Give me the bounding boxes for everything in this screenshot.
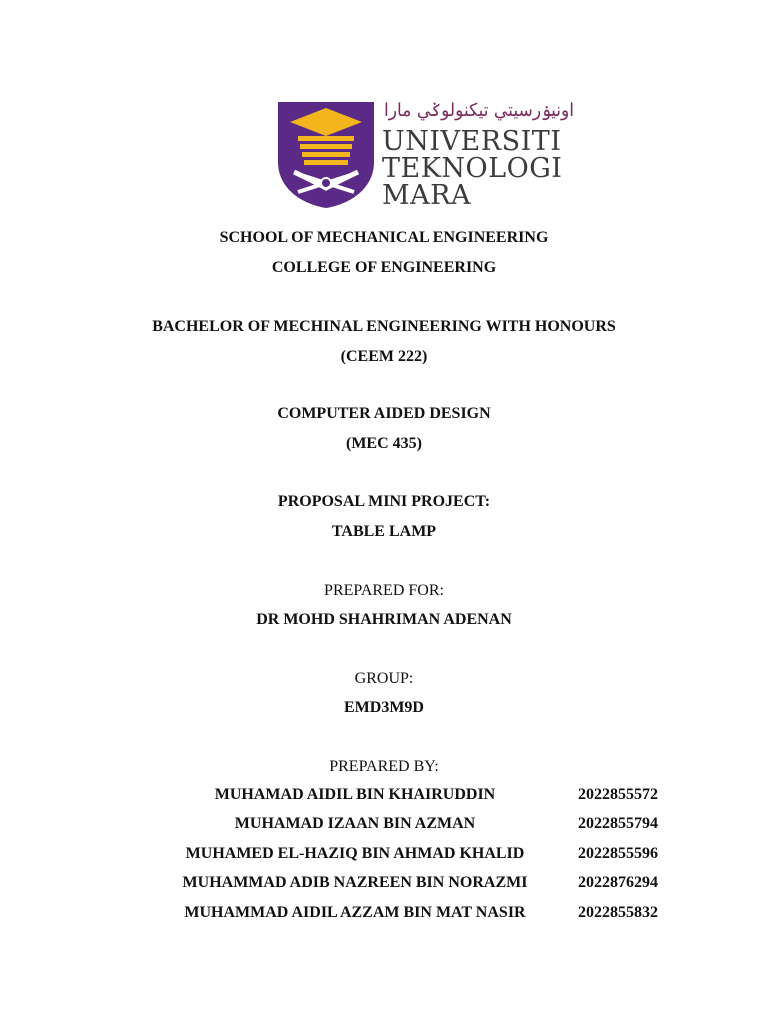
programme-title: BACHELOR OF MECHINAL ENGINEERING WITH HONOURS: [152, 318, 616, 335]
school-name: SCHOOL OF MECHANICAL ENGINEERING: [219, 229, 549, 246]
uitm-crest-icon: [276, 100, 376, 210]
group-code: EMD3M9D: [344, 699, 424, 716]
college-name: COLLEGE OF ENGINEERING: [271, 259, 497, 276]
member-row: [0, 786, 768, 808]
programme-code: (CEEM 222): [340, 348, 428, 365]
member-name: MUHAMMAD AIDIL AZZAM BIN MAT NASIR: [184, 904, 526, 921]
member-id: 2022876294: [578, 874, 658, 891]
member-name: MUHAMED EL-HAZIQ BIN AHMAD KHALID: [185, 845, 525, 862]
member-id: 2022855596: [578, 845, 658, 862]
member-row: [0, 845, 768, 867]
wordmark-line-3: MARA: [382, 180, 471, 211]
wordmark-line-1: UNIVERSITI: [382, 126, 562, 157]
project-title: TABLE LAMP: [331, 523, 437, 540]
prepared-by-label: PREPARED BY:: [329, 758, 439, 775]
group-label: GROUP:: [354, 670, 414, 687]
course-code: (MEC 435): [346, 435, 422, 452]
member-id: 2022855572: [578, 786, 658, 803]
member-name: MUHAMMAD ADIB NAZREEN BIN NORAZMI: [182, 874, 528, 891]
supervisor-name: DR MOHD SHAHRIMAN ADENAN: [256, 611, 512, 628]
jawi-script-text: اونيۏرسيتي تيكنولوݢي مارا: [384, 100, 575, 121]
member-id: 2022855832: [578, 904, 658, 921]
member-row: [0, 874, 768, 896]
member-id: 2022855794: [578, 815, 658, 832]
wordmark-line-2: TEKNOLOGI: [382, 153, 563, 184]
member-row: [0, 815, 768, 837]
proposal-label: PROPOSAL MINI PROJECT:: [277, 493, 491, 510]
prepared-for-label: PREPARED FOR:: [324, 582, 444, 599]
member-name: MUHAMAD AIDIL BIN KHAIRUDDIN: [214, 786, 496, 803]
member-row: [0, 904, 768, 926]
course-title: COMPUTER AIDED DESIGN: [277, 405, 491, 422]
member-name: MUHAMAD IZAAN BIN AZMAN: [234, 815, 476, 832]
uitm-logo: [276, 100, 575, 211]
